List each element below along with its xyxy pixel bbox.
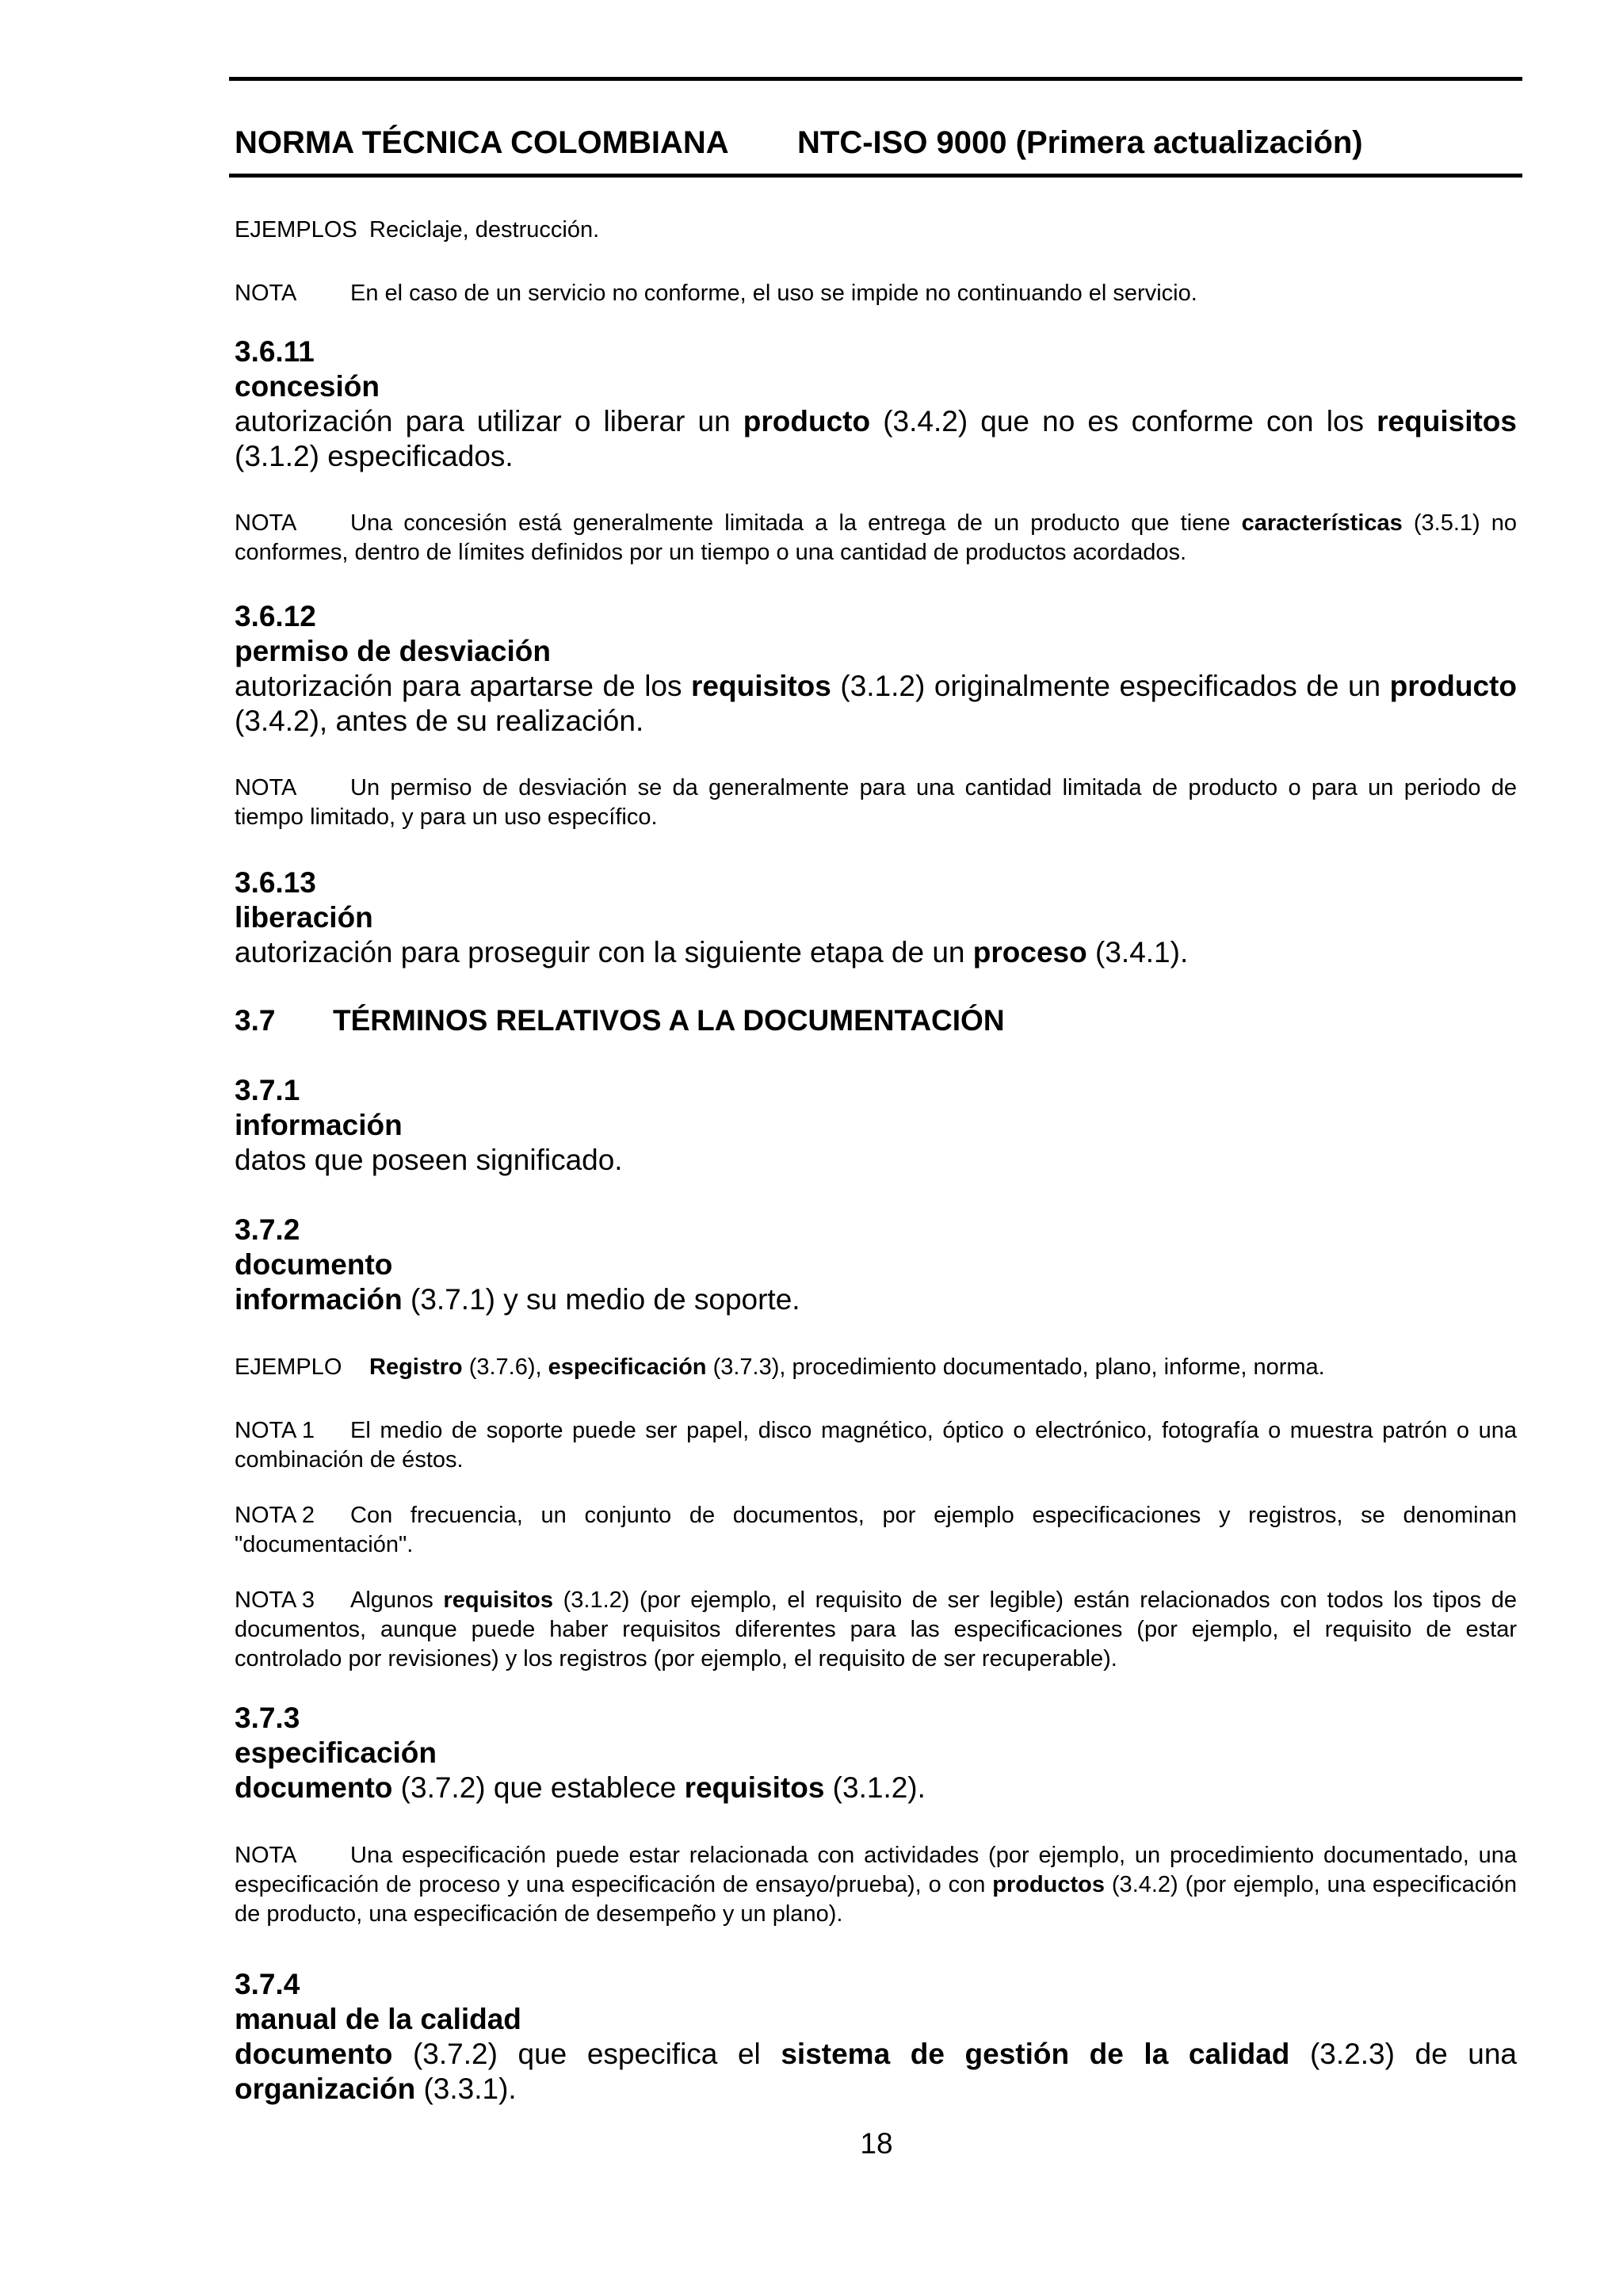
note-label: NOTA — [235, 281, 297, 306]
entry-number: 3.7.4 — [235, 1968, 300, 2000]
entry-term: liberación — [235, 901, 373, 934]
entry-term: documento — [235, 1248, 393, 1281]
definition-term-link: sistema de gestión de la calidad — [781, 2038, 1290, 2070]
example-text: (3.7.6), — [462, 1354, 548, 1380]
definition-term-link: proceso — [972, 936, 1087, 968]
entry-number: 3.6.13 — [235, 866, 316, 899]
definition-text: (3.7.2) que establece — [392, 1771, 685, 1804]
entry-3-6-12-note — [235, 774, 1517, 832]
entry-definition — [235, 1282, 1517, 1317]
entry-3-6-11-note — [235, 509, 1517, 567]
definition-term-link: requisitos — [684, 1771, 825, 1804]
definition-term-link: producto — [1389, 670, 1517, 702]
entry-term: concesión — [235, 370, 380, 403]
entry-definition — [235, 935, 1517, 970]
page-number: 18 — [860, 2127, 893, 2160]
entry-number: 3.7.1 — [235, 1074, 300, 1106]
note-text: Un permiso de desviación se da generalmente para una cantidad limitada de producto o para un periodo de tiempo limitado, y para un uso específico. — [235, 775, 1517, 830]
entry-definition — [235, 404, 1517, 474]
entry-number: 3.6.12 — [235, 600, 316, 632]
entry-number: 3.7.2 — [235, 1213, 300, 1246]
note-text: (3.1.2) (por ejemplo, el requisito de ser legible) están relacionados con todos los tipos de documentos, aunque puede haber requisitos diferentes para las especificaciones (por ejemplo, el requisito de estar controlado por revisiones) y los registros (por ejemplo, el requisito de ser recuperable). — [235, 1587, 1517, 1671]
entry-definition — [235, 669, 1517, 739]
entry-definition: datos que poseen significado. — [235, 1144, 623, 1176]
definition-text: (3.4.2), antes de su realización. — [235, 705, 644, 737]
definition-text: (3.4.2) que no es conforme con los — [870, 405, 1377, 437]
entry-3-7-2-note-2 — [235, 1501, 1517, 1560]
example-term-link: Registro — [369, 1354, 463, 1380]
note-label: NOTA 1 — [235, 1418, 315, 1443]
definition-text: autorización para proseguir con la siguiente etapa de un — [235, 936, 973, 968]
note-term-link: productos — [992, 1872, 1106, 1897]
note-term-link: características — [1241, 510, 1403, 536]
note-label: NOTA — [235, 775, 297, 800]
note-label: NOTA 2 — [235, 1503, 315, 1528]
note-label: NOTA — [235, 1843, 297, 1868]
entry-3-7-3-note — [235, 1841, 1517, 1929]
header-standard-code: NTC-ISO 9000 (Primera actualización) — [797, 125, 1363, 160]
examples-text: Reciclaje, destrucción. — [369, 217, 600, 243]
examples-paragraph — [235, 216, 1517, 245]
entry-3-6-13 — [235, 865, 1517, 970]
entry-definition — [235, 2037, 1517, 2107]
definition-term-link: documento — [235, 2038, 393, 2070]
note-text: Con frecuencia, un conjunto de documentos, por ejemplo especificaciones y registros, se denominan "documentación". — [235, 1503, 1517, 1557]
definition-text: (3.7.2) que especifica el — [392, 2038, 781, 2070]
note-text: Una concesión está generalmente limitada a la entrega de un producto que tiene — [350, 510, 1242, 536]
entry-3-7-2-note-1 — [235, 1416, 1517, 1475]
examples-label: EJEMPLOS — [235, 217, 357, 243]
definition-text: (3.3.1). — [415, 2073, 517, 2105]
definition-term-link: requisitos — [1377, 405, 1517, 437]
definition-text: autorización para apartarse de los — [235, 670, 692, 702]
example-term-link: especificación — [548, 1354, 707, 1380]
definition-term-link: documento — [235, 1771, 393, 1804]
definition-text: (3.7.1) y su medio de soporte. — [402, 1283, 800, 1316]
definition-text: (3.2.3) de una — [1289, 2038, 1517, 2070]
note-label: NOTA 3 — [235, 1587, 315, 1613]
definition-text: (3.1.2). — [824, 1771, 926, 1804]
note-text: Algunos — [350, 1587, 444, 1613]
entry-3-7-2-note-3 — [235, 1586, 1517, 1674]
note-term-link: requisitos — [443, 1587, 553, 1613]
definition-text: autorización para utilizar o liberar un — [235, 405, 743, 437]
entry-term: especificación — [235, 1736, 437, 1769]
entry-definition — [235, 1771, 1517, 1805]
section-number: 3.7 — [235, 1004, 276, 1037]
definition-term-link: organización — [235, 2073, 416, 2105]
section-title: TÉRMINOS RELATIVOS A LA DOCUMENTACIÓN — [333, 1004, 1005, 1037]
note-paragraph — [235, 279, 1517, 308]
entry-3-7-4 — [235, 1967, 1517, 2107]
note-text: Una especificación puede estar relacionada con actividades (por ejemplo, un procedimiento documentado, una especificación de proceso y una especificación de ensayo/prueba), o con — [235, 1843, 1517, 1897]
section-heading-3-7 — [235, 1003, 1517, 1038]
definition-term-link: información — [235, 1283, 403, 1316]
note-text: (3.5.1) no conformes, dentro de límites definidos por un tiempo o una cantidad de productos acordados. — [235, 510, 1517, 565]
entry-3-7-2 — [235, 1213, 1517, 1317]
entry-3-6-12 — [235, 599, 1517, 739]
entry-number: 3.6.11 — [235, 335, 315, 368]
note-text: El medio de soporte puede ser papel, disco magnético, óptico o electrónico, fotografía o muestra patrón o una combinación de éstos. — [235, 1418, 1517, 1473]
note-text: En el caso de un servicio no conforme, el uso se impide no continuando el servicio. — [350, 281, 1197, 306]
header-top-rule — [229, 77, 1522, 81]
note-text: (3.4.2) (por ejemplo, una especificación de producto, una especificación de desempeño y un plano). — [235, 1872, 1517, 1927]
entry-3-7-3 — [235, 1701, 1517, 1805]
entry-3-7-1 — [235, 1073, 1517, 1178]
entry-term: manual de la calidad — [235, 2003, 521, 2035]
header-bottom-rule — [229, 174, 1522, 178]
definition-term-link: requisitos — [691, 670, 831, 702]
entry-term: permiso de desviación — [235, 635, 551, 667]
entry-3-7-2-example — [235, 1353, 1517, 1382]
entry-number: 3.7.3 — [235, 1702, 300, 1734]
definition-text: (3.4.1). — [1086, 936, 1189, 968]
example-text: (3.7.3), procedimiento documentado, plano, informe, norma. — [706, 1354, 1325, 1380]
header-standard-name: NORMA TÉCNICA COLOMBIANA — [235, 125, 729, 160]
entry-3-6-11 — [235, 334, 1517, 474]
note-label: NOTA — [235, 510, 297, 536]
definition-text: (3.1.2) especificados. — [235, 440, 514, 472]
entry-term: información — [235, 1109, 403, 1141]
definition-text: (3.1.2) originalmente especificados de un — [831, 670, 1390, 702]
definition-term-link: producto — [743, 405, 871, 437]
example-label: EJEMPLO — [235, 1354, 342, 1380]
